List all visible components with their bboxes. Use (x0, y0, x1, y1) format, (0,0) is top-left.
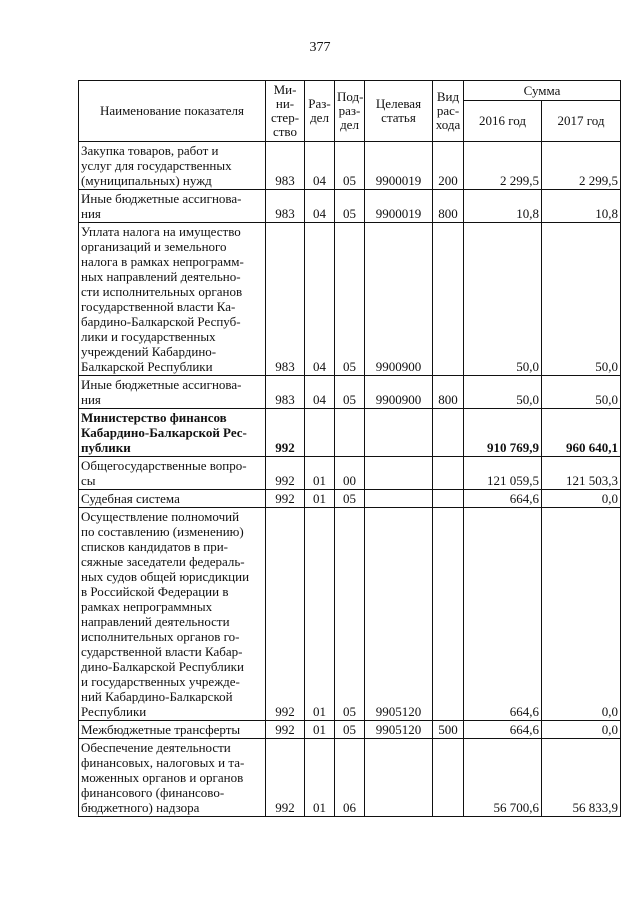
header-2016: 2016 год (464, 101, 542, 142)
row-kind (433, 457, 464, 490)
row-kind (433, 739, 464, 817)
row-name: Общегосударственные вопро- сы (79, 457, 266, 490)
header-sum: Сумма (464, 81, 621, 101)
row-2016: 664,6 (464, 508, 542, 721)
header-target: Целевая статья (365, 81, 433, 142)
table-row (79, 190, 621, 223)
row-section: 01 (305, 490, 335, 508)
row-subsection: 05 (335, 376, 365, 409)
row-2017: 50,0 (542, 376, 621, 409)
row-kind: 800 (433, 190, 464, 223)
row-name: Осуществление полномочий по составлению (изменению) списков кандидатов в при- сяжные заседатели федераль- ных судов общей юрисдикции в Российской Федерации в рамках непрограммных направлений деятельности исполнительных органов го- сударственной власти Кабар- дино-Балкарской Республики и государственных учрежде- ний Кабардино-Балкарской Республики (79, 508, 266, 721)
row-subsection: 05 (335, 490, 365, 508)
row-kind (433, 409, 464, 457)
row-2017: 0,0 (542, 721, 621, 739)
budget-table (78, 80, 621, 817)
header-name: Наименование показателя (79, 81, 266, 142)
row-section: 04 (305, 223, 335, 376)
row-2016: 664,6 (464, 721, 542, 739)
row-section (305, 409, 335, 457)
row-ministry: 983 (266, 376, 305, 409)
row-subsection: 06 (335, 739, 365, 817)
header-section: Раз- дел (305, 81, 335, 142)
row-kind: 500 (433, 721, 464, 739)
row-2017: 0,0 (542, 490, 621, 508)
row-ministry: 983 (266, 223, 305, 376)
table-row (79, 142, 621, 190)
row-2016: 10,8 (464, 190, 542, 223)
row-2017: 10,8 (542, 190, 621, 223)
row-ministry: 992 (266, 409, 305, 457)
row-2016: 50,0 (464, 223, 542, 376)
row-subsection: 05 (335, 142, 365, 190)
row-name: Министерство финансов Кабардино-Балкарской Рес- публики (79, 409, 266, 457)
row-2016: 56 700,6 (464, 739, 542, 817)
table-row (79, 376, 621, 409)
row-target: 9900019 (365, 142, 433, 190)
header-kind: Вид рас- хода (433, 81, 464, 142)
row-target (365, 457, 433, 490)
table-body (79, 142, 621, 817)
row-target: 9905120 (365, 721, 433, 739)
row-section: 04 (305, 190, 335, 223)
row-2016: 910 769,9 (464, 409, 542, 457)
row-subsection: 05 (335, 508, 365, 721)
row-2016: 2 299,5 (464, 142, 542, 190)
row-name: Закупка товаров, работ и услуг для государственных (муниципальных) нужд (79, 142, 266, 190)
row-kind (433, 223, 464, 376)
table-row (79, 490, 621, 508)
row-target: 9900019 (365, 190, 433, 223)
row-ministry: 992 (266, 490, 305, 508)
row-section: 04 (305, 376, 335, 409)
row-ministry: 983 (266, 190, 305, 223)
row-name: Межбюджетные трансферты (79, 721, 266, 739)
row-2017: 2 299,5 (542, 142, 621, 190)
row-target: 9900900 (365, 223, 433, 376)
row-2017: 121 503,3 (542, 457, 621, 490)
row-name: Иные бюджетные ассигнова- ния (79, 376, 266, 409)
header-subsection: Под- раз- дел (335, 81, 365, 142)
row-2017: 0,0 (542, 508, 621, 721)
row-target: 9905120 (365, 508, 433, 721)
row-section: 04 (305, 142, 335, 190)
row-subsection: 05 (335, 721, 365, 739)
row-ministry: 983 (266, 142, 305, 190)
row-name: Иные бюджетные ассигнова- ния (79, 190, 266, 223)
table-row (79, 721, 621, 739)
table-row (79, 457, 621, 490)
row-kind: 200 (433, 142, 464, 190)
row-target (365, 739, 433, 817)
header-ministry: Ми- ни- стер- ство (266, 81, 305, 142)
row-subsection: 00 (335, 457, 365, 490)
row-section: 01 (305, 721, 335, 739)
row-2017: 50,0 (542, 223, 621, 376)
row-2017: 56 833,9 (542, 739, 621, 817)
row-kind (433, 508, 464, 721)
row-subsection: 05 (335, 190, 365, 223)
row-ministry: 992 (266, 739, 305, 817)
row-subsection: 05 (335, 223, 365, 376)
row-name: Судебная система (79, 490, 266, 508)
row-name: Обеспечение деятельности финансовых, налоговых и та- моженных органов и органов финансового (финансово- бюджетного) надзора (79, 739, 266, 817)
row-2017: 960 640,1 (542, 409, 621, 457)
row-ministry: 992 (266, 508, 305, 721)
row-2016: 664,6 (464, 490, 542, 508)
row-ministry: 992 (266, 721, 305, 739)
row-2016: 121 059,5 (464, 457, 542, 490)
page-number: 377 (309, 40, 331, 55)
row-section: 01 (305, 457, 335, 490)
row-subsection (335, 409, 365, 457)
table-row (79, 739, 621, 817)
row-section: 01 (305, 508, 335, 721)
table-row (79, 223, 621, 376)
row-2016: 50,0 (464, 376, 542, 409)
row-target: 9900900 (365, 376, 433, 409)
row-section: 01 (305, 739, 335, 817)
header-2017: 2017 год (542, 101, 621, 142)
row-target (365, 409, 433, 457)
row-kind: 800 (433, 376, 464, 409)
table-row (79, 508, 621, 721)
row-ministry: 992 (266, 457, 305, 490)
table-row (79, 409, 621, 457)
row-kind (433, 490, 464, 508)
row-name: Уплата налога на имущество организаций и земельного налога в рамках непрограмм- ных направлений деятельно- сти исполнительных органов государственной власти Ка- бардино-Балкарской Респуб- лики и государственных учреждений Кабардино- Балкарской Республики (79, 223, 266, 376)
row-target (365, 490, 433, 508)
